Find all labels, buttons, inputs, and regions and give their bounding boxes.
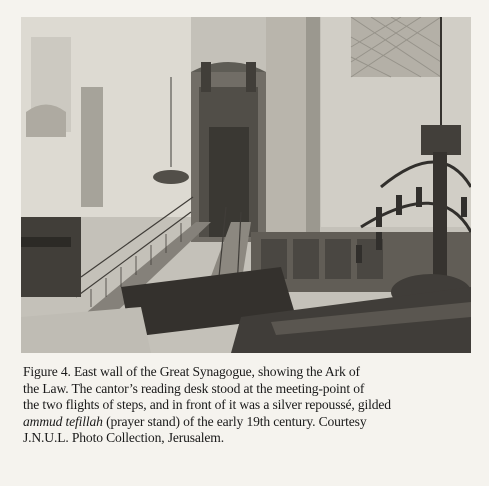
caption-text: the Law. The cantor’s reading desk stood at the meeting-point of: [23, 380, 365, 396]
caption-line: [23, 381, 475, 398]
figure-caption: [23, 364, 475, 447]
caption-text: (prayer stand) of the early 19th century. Courtesy: [102, 413, 367, 429]
caption-line: [23, 397, 475, 414]
caption-line: [23, 364, 475, 381]
caption-text: the two flights of steps, and in front of it was a silver repoussé, gilded: [23, 397, 391, 413]
caption-line: [23, 430, 475, 447]
caption-line: [23, 414, 475, 431]
photograph-illustration: [21, 17, 471, 353]
synagogue-photograph: [21, 17, 471, 353]
caption-italic-term: ammud tefillah: [23, 413, 103, 429]
caption-text: Figure 4. East wall of the Great Synagogue, showing the Ark of: [23, 364, 360, 379]
caption-text: J.N.U.L. Photo Collection, Jerusalem.: [23, 430, 224, 446]
